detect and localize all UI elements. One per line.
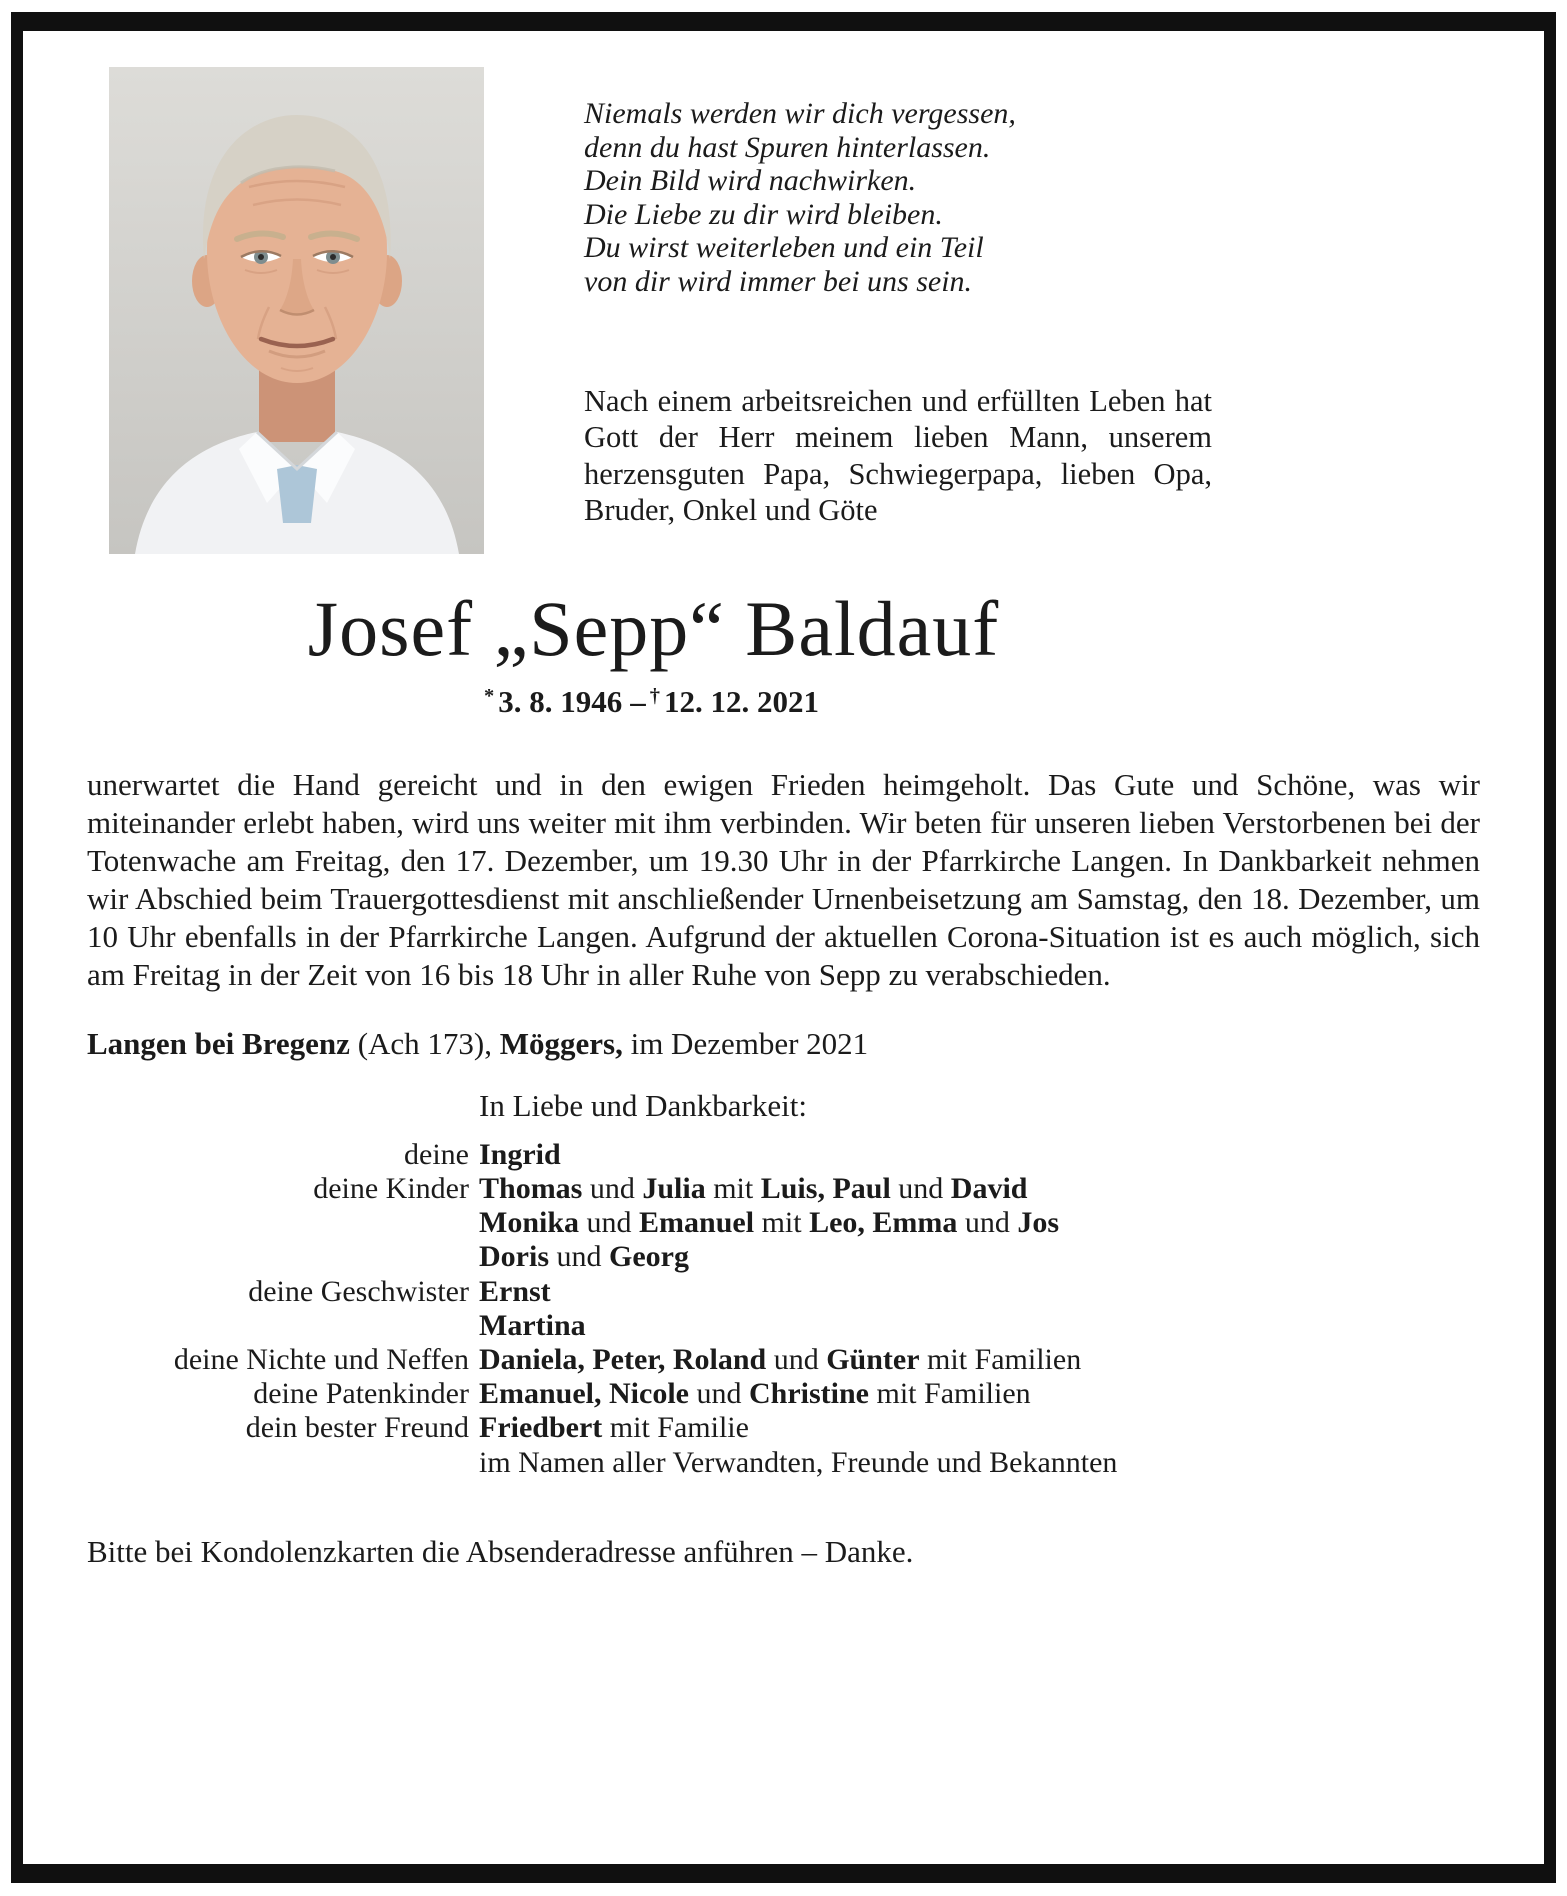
closing-line: In Liebe und Dankbarkeit:: [479, 1087, 807, 1123]
dateline: Langen bei Bregenz (Ach 173), Möggers, im Dezember 2021: [87, 1025, 869, 1061]
family-relation-label: deine Patenkinder: [253, 1377, 469, 1411]
family-names: Emanuel, Nicole und Christine mit Familien: [479, 1377, 1031, 1411]
family-relation-label: deine Kinder: [313, 1172, 469, 1205]
family-relation-label: [87, 1240, 469, 1274]
poem-line: denn du hast Spuren hinterlassen.: [584, 130, 991, 164]
family-row: [87, 1206, 1480, 1240]
family-relation-label: [87, 1446, 469, 1480]
memorial-poem: [584, 97, 1212, 299]
dates-separator: –: [630, 684, 646, 719]
poem-line: von dir wird immer bei uns sein.: [584, 264, 973, 298]
family-relation-label: deine Nichte und Neffen: [173, 1342, 469, 1376]
obituary-card: [11, 12, 1556, 1883]
poem-line: Dein Bild wird nachwirken.: [584, 164, 917, 198]
announcement-text: unerwartet die Hand gereicht und in den ewigen Frieden heimgeholt. Das Gute und Schöne, was wir miteinander erlebt haben, wird uns weiter mit ihm verbinden. Wir beten für unseren lieben Verstorbenen bei der Totenwache am Freitag, den 17. Dezember, um 19.30 Uhr in der Pfarrkirche Langen. In Dankbarkeit nehmen wir Abschied beim Trauergottesdienst mit anschließender Urnenbeisetzung am Samstag, den 18. Dezember, um 10 Uhr ebenfalls in der Pfarrkirche Langen. Aufgrund der aktuellen Corona-Situation ist es auch möglich, sich am Freitag in der Zeit von 16 bis 18 Uhr in aller Ruhe von Sepp zu verabschieden.: [87, 767, 1480, 992]
family-names: Thomas und Julia mit Luis, Paul und David: [479, 1172, 1028, 1205]
family-names: Monika und Emanuel mit Leo, Emma und Jos: [479, 1206, 1060, 1240]
birth-date: 3. 8. 1946: [498, 684, 623, 719]
family-names: Ingrid: [479, 1137, 561, 1171]
family-row: [87, 1138, 1480, 1172]
poem-line: Die Liebe zu dir wird bleiben.: [584, 197, 943, 231]
intro-paragraph: Nach einem arbeitsreichen und erfüllten Leben hat Gott der Herr meinem lieben Mann, unserem herzensguten Papa, Schwiegerpapa, lieben Opa, Bruder, Onkel und Göte: [584, 383, 1212, 528]
poem-line: Niemals werden wir dich vergessen,: [584, 97, 1016, 130]
family-row: [87, 1172, 1480, 1206]
portrait-illustration: [109, 67, 484, 554]
family-row: [87, 1411, 1480, 1445]
portrait-photo: [109, 67, 484, 554]
family-row: [87, 1309, 1480, 1343]
birth-symbol: *: [484, 684, 495, 707]
family-names: Friedbert mit Familie: [479, 1411, 749, 1445]
family-relation-label: [87, 1309, 469, 1343]
family-list: [87, 1138, 1480, 1480]
family-relation-label: dein bester Freund: [245, 1411, 469, 1445]
family-names: Ernst: [479, 1274, 551, 1308]
family-row: [87, 1275, 1480, 1309]
family-relation-label: deine Geschwister: [248, 1274, 469, 1308]
family-names: Daniela, Peter, Roland und Günter mit Familien: [479, 1342, 1082, 1376]
condolence-note: Bitte bei Kondolenzkarten die Absenderadresse anführen – Danke.: [87, 1533, 914, 1569]
poem-line: Du wirst weiterleben und ein Teil: [584, 231, 984, 265]
family-row: [87, 1377, 1480, 1411]
family-row: [87, 1343, 1480, 1377]
death-date: 12. 12. 2021: [663, 684, 819, 719]
family-names: im Namen aller Verwandten, Freunde und Bekannten: [479, 1445, 1118, 1479]
obituary-content: [23, 31, 1544, 1570]
family-relation-label: [87, 1206, 469, 1240]
family-names: Martina: [479, 1308, 586, 1342]
deceased-name: Josef „Sepp“ Baldauf: [307, 585, 1000, 672]
family-names: Doris und Georg: [479, 1240, 689, 1274]
death-symbol: †: [649, 684, 660, 707]
right-column: [584, 67, 1212, 529]
family-relation-label: deine: [404, 1137, 469, 1171]
life-dates: [11, 684, 1350, 720]
family-row: [87, 1446, 1480, 1480]
top-section: [87, 67, 1480, 554]
family-row: [87, 1240, 1480, 1274]
